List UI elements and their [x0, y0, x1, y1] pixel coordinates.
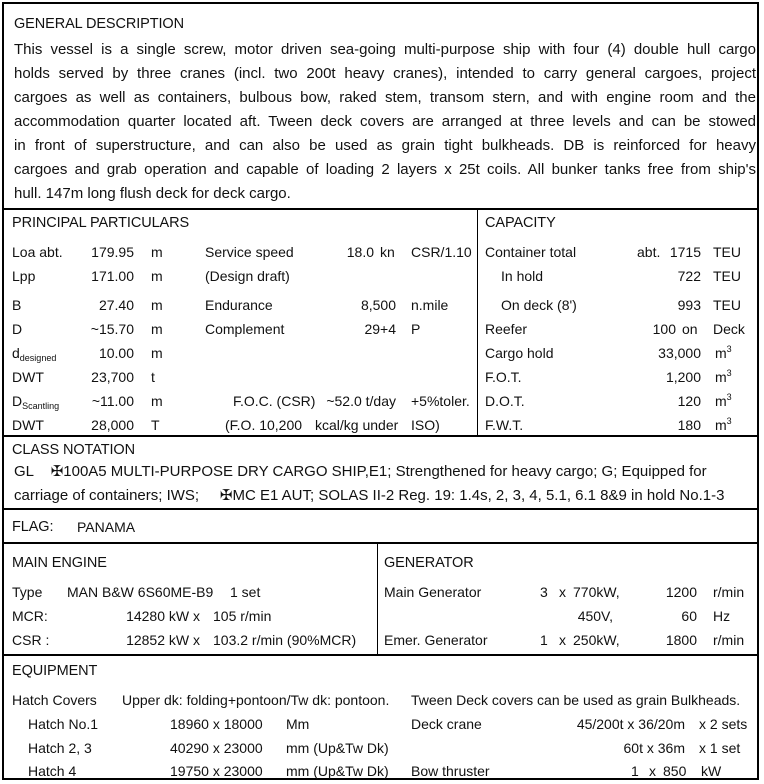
hatch-covers-desc: Upper dk: folding+pontoon/Tw dk: pontoon.: [122, 692, 390, 708]
tween-deck-note: Tween Deck covers can be used as grain Bulkheads.: [411, 692, 741, 708]
depth-label: D: [12, 321, 23, 337]
specification-sheet: [2, 2, 759, 780]
in-hold-unit: TEU: [713, 268, 741, 284]
foc-label: F.O.C. (CSR): [233, 393, 316, 409]
depth-value: ~15.70: [90, 321, 134, 337]
hatch-unit: mm (Up&Tw Dk): [286, 763, 389, 779]
complement-value: 29+4: [364, 321, 396, 337]
description-line: cargoes as well as containers, bulbous bow, raked stem, transom stern, and with engine room and the: [14, 89, 756, 106]
main-generator-x: x: [559, 584, 566, 600]
hatch-covers-label: Hatch Covers: [12, 692, 97, 708]
bow-thruster-x: x: [649, 763, 656, 779]
lpp-label: Lpp: [12, 268, 36, 284]
loa-value: 179.95: [91, 244, 134, 260]
cubic-meter-unit: $m^3$: [715, 392, 732, 409]
cargo-hold-value: 33,000: [658, 345, 701, 361]
service-speed-note: CSR/1.10: [411, 244, 472, 260]
reefer-label: Reefer: [485, 321, 528, 337]
deck-crane-value: 60t x 36m: [623, 740, 685, 756]
description-line: cargoes and grab operation and capable of loading 2 layers x 25t coils. All bunker tanks free from ship's: [14, 161, 756, 178]
hatch-unit: mm (Up&Tw Dk): [286, 740, 389, 756]
endurance-unit: n.mile: [411, 297, 449, 313]
hatch-name: Hatch 2, 3: [28, 740, 92, 756]
frequency-unit: Hz: [713, 608, 731, 624]
on-deck-label: On deck (8'): [501, 297, 577, 313]
engine-type-value: MAN B&W 6S60ME-B9: [67, 584, 214, 600]
class-notation-line: GL ✠100A5 MULTI-PURPOSE DRY CARGO SHIP,E1; Strengthened for heavy cargo; G; Equipped for: [14, 463, 707, 480]
fot-value: 1,200: [665, 369, 701, 385]
emergency-generator-kw: 250kW,: [573, 632, 620, 648]
draft-scantling-value: ~11.00: [91, 393, 134, 409]
draft-designed-label: $d_{designed}$: [12, 345, 57, 363]
main-generator-rpm: 1200: [665, 584, 697, 600]
on-deck-value: 993: [677, 297, 701, 313]
dot-value: 120: [677, 393, 701, 409]
cubic-meter-unit: $m^3$: [715, 344, 732, 361]
in-hold-value: 722: [677, 268, 701, 284]
draft-designed-value: 10.00: [98, 345, 134, 361]
mcr-value: 14280 kW x: [126, 608, 200, 624]
lpp-value: 171.00: [91, 268, 134, 284]
fwt-value: 180: [677, 417, 701, 433]
bow-thruster-unit: kW: [701, 763, 722, 779]
dwt-value: 23,700: [91, 369, 134, 385]
deck-crane-value: 45/200t x 36/20m: [576, 716, 685, 732]
divider: [4, 508, 757, 510]
fo-label: (F.O. 10,200: [225, 417, 303, 433]
divider: [477, 208, 478, 435]
on-deck-unit: TEU: [713, 297, 741, 313]
design-draft-note: (Design draft): [205, 268, 290, 284]
breadth-value: 27.40: [98, 297, 134, 313]
service-speed-value: 18.0: [346, 244, 374, 260]
bow-thruster-label: Bow thruster: [411, 763, 490, 779]
class-notation-heading: CLASS NOTATION: [12, 442, 135, 458]
dwt-label: DWT: [12, 369, 44, 385]
voltage: 450V,: [577, 608, 613, 624]
complement-unit: P: [411, 321, 421, 337]
principal-particulars-heading: PRINCIPAL PARTICULARS: [12, 215, 190, 231]
engine-type-label: Type: [12, 584, 43, 600]
emergency-generator-x: x: [559, 632, 566, 648]
description-line: accommodation quarter located aft. Tween deck covers are arranged at three levels and can be stowed: [14, 113, 756, 130]
unit: t: [151, 369, 155, 385]
hatch-size: 19750 x 23000: [170, 763, 263, 779]
draft-scantling-label: $D_{Scantling}$: [12, 393, 60, 411]
fwt-label: F.W.T.: [485, 417, 524, 433]
unit: m: [151, 345, 163, 361]
main-generator-rpm-unit: r/min: [713, 584, 745, 600]
dot-label: D.O.T.: [485, 393, 525, 409]
unit: m: [151, 297, 163, 313]
service-speed-unit: kn: [380, 244, 395, 260]
foc-value: ~52.0 t/day: [326, 393, 396, 409]
cubic-meter-unit: $m^3$: [715, 416, 732, 433]
breadth-label: B: [12, 297, 22, 313]
emergency-generator-qty: 1: [540, 632, 548, 648]
container-total-label: Container total: [485, 244, 577, 260]
cargo-hold-label: Cargo hold: [485, 345, 554, 361]
bow-thruster-qty: 1: [631, 763, 639, 779]
general-description-heading: GENERAL DESCRIPTION: [14, 16, 184, 32]
divider: [4, 542, 757, 544]
csr-value: 12852 kW x: [126, 632, 200, 648]
deck-crane-qty: x 2 sets: [699, 716, 748, 732]
endurance-label: Endurance: [205, 297, 273, 313]
emergency-generator-rpm-unit: r/min: [713, 632, 745, 648]
container-unit: TEU: [713, 244, 741, 260]
fo-note: ISO): [411, 417, 440, 433]
foc-note: +5%toler.: [411, 393, 470, 409]
main-engine-heading: MAIN ENGINE: [12, 555, 107, 571]
description-line: in front of superstructure, and can also be used as grain tight bulkheads. DB is reinforced for heavy: [14, 137, 756, 154]
divider: [4, 654, 757, 656]
class-notation-line: carriage of containers; IWS; ✠MC E1 AUT; SOLAS II-2 Reg. 19: 1.4s, 2, 3, 4, 5.1, 6.1 8&9 in hold No.1-3: [14, 487, 725, 504]
emergency-generator-rpm: 1800: [665, 632, 697, 648]
emergency-generator-label: Emer. Generator: [384, 632, 488, 648]
service-speed-label: Service speed: [205, 244, 294, 260]
unit: m: [151, 321, 163, 337]
hatch-size: 18960 x 18000: [170, 716, 263, 732]
description-line: hull. 147m long flush deck for deck cargo.: [14, 185, 291, 202]
unit: T: [151, 417, 160, 433]
fot-label: F.O.T.: [485, 369, 522, 385]
main-generator-kw: 770kW,: [573, 584, 620, 600]
main-generator-label: Main Generator: [384, 584, 482, 600]
container-total-value: 1715: [669, 244, 701, 260]
divider: [377, 542, 378, 654]
container-prefix: abt.: [637, 244, 661, 260]
in-hold-label: In hold: [501, 268, 544, 284]
equipment-heading: EQUIPMENT: [12, 663, 98, 679]
reefer-value: 100: [652, 321, 676, 337]
mcr-rpm: 105 r/min: [213, 608, 272, 624]
general-description-text: [14, 38, 756, 206]
deck-crane-label: Deck crane: [411, 716, 482, 732]
description-line: holds served by three cranes (incl. two 200t heavy cranes), intended to carry general cargoes, project: [14, 65, 756, 82]
divider: [4, 435, 757, 437]
fo-value: kcal/kg under: [315, 417, 399, 433]
reefer-on: on: [682, 321, 698, 337]
mcr-label: MCR:: [12, 608, 48, 624]
endurance-value: 8,500: [360, 297, 396, 313]
csr-rpm: 103.2 r/min (90%MCR): [213, 632, 357, 648]
frequency: 60: [681, 608, 697, 624]
csr-label: CSR :: [12, 632, 50, 648]
bow-thruster-value: 850: [663, 763, 687, 779]
unit: m: [151, 393, 163, 409]
generator-heading: GENERATOR: [384, 555, 474, 571]
hatch-name: Hatch No.1: [28, 716, 99, 732]
flag-value: PANAMA: [77, 519, 136, 535]
dwt-scantling-value: 28,000: [91, 417, 134, 433]
unit: m: [151, 268, 163, 284]
hatch-name: Hatch 4: [28, 763, 77, 779]
main-generator-qty: 3: [540, 584, 548, 600]
loa-label: Loa abt.: [12, 244, 63, 260]
capacity-heading: CAPACITY: [485, 215, 556, 231]
divider: [4, 208, 757, 210]
cubic-meter-unit: $m^3$: [715, 368, 732, 385]
deck-crane-qty: x 1 set: [699, 740, 741, 756]
reefer-unit: Deck: [713, 321, 745, 337]
dwt-scantling-label: DWT: [12, 417, 44, 433]
flag-label: FLAG:: [12, 519, 54, 535]
unit: m: [151, 244, 163, 260]
hatch-unit: Mm: [286, 716, 310, 732]
engine-qty: 1 set: [230, 584, 261, 600]
complement-label: Complement: [205, 321, 285, 337]
hatch-size: 40290 x 23000: [170, 740, 263, 756]
description-line: This vessel is a single screw, motor driven sea-going multi-purpose ship with four (4) double hull cargo: [14, 41, 756, 58]
